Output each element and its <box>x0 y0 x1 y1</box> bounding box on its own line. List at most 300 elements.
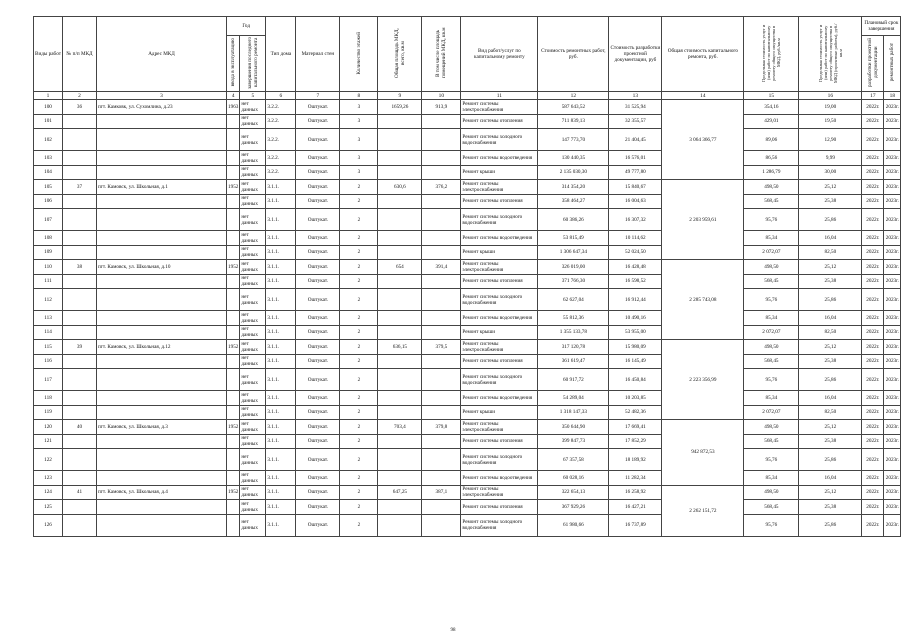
column-number: 4 <box>227 92 240 100</box>
cell-year-commission <box>227 194 240 209</box>
cell-plan-design: 2022г. <box>862 434 884 449</box>
cell-floors: 2 <box>340 274 378 289</box>
cell-floors: 2 <box>340 500 378 515</box>
column-number: 7 <box>296 92 340 100</box>
cell-cost-repair: 317 120,78 <box>538 340 609 355</box>
cell-limit-cost: 498,50 <box>744 420 799 435</box>
cell-cost-repair: 1 355 133,78 <box>538 325 609 340</box>
cell-living-area <box>422 245 461 260</box>
cell-num <box>63 354 97 369</box>
header-work-type: Вид работ/услуг по капитальному ремонту <box>461 17 538 92</box>
cell-year-last-repair: нет данных <box>240 231 266 246</box>
cell-cost-repair: 147 773,70 <box>538 129 609 151</box>
cell-cost-repair: 55 812,36 <box>538 311 609 326</box>
cell-cost-repair: 61 980,66 <box>538 514 609 536</box>
cell-vid: 102 <box>34 129 63 151</box>
cell-total-area <box>378 209 422 231</box>
cell-work-type: Ремонт крыши <box>461 405 538 420</box>
cell-house-type: 3.2.2. <box>266 165 296 180</box>
cell-address: пгт. Камовск, ул. Школьная, д.3 <box>97 420 227 435</box>
cell-living-area: 913,9 <box>422 100 461 115</box>
cell-floors: 2 <box>340 245 378 260</box>
cell-house-type: 3.1.1. <box>266 391 296 406</box>
cell-num: 39 <box>63 340 97 355</box>
cell-floors: 2 <box>340 289 378 311</box>
cell-living-area <box>422 114 461 129</box>
cell-limit-cost: 568,45 <box>744 274 799 289</box>
cell-cost-design: 17 669,41 <box>609 420 662 435</box>
cell-living-area <box>422 471 461 486</box>
cell-plan-design: 2022г. <box>862 311 884 326</box>
cell-year-commission <box>227 514 240 536</box>
cell-address <box>97 209 227 231</box>
cell-walls: Оштукат. <box>296 114 340 129</box>
cell-address <box>97 471 227 486</box>
cell-plan-design: 2022г. <box>862 209 884 231</box>
cell-cost-total: 3 064 366,77 <box>662 100 744 180</box>
header-vid: Виды работ <box>34 17 63 92</box>
cell-limit-design: 16,04 <box>799 471 862 486</box>
cell-year-last-repair: нет данных <box>240 114 266 129</box>
cell-plan-repair: 2023г. <box>884 420 901 435</box>
cell-house-type: 3.1.1. <box>266 325 296 340</box>
cell-year-commission <box>227 289 240 311</box>
cell-cost-design: 16 428,48 <box>609 260 662 275</box>
cell-living-area: 376,2 <box>422 180 461 195</box>
cell-year-last-repair: нет данных <box>240 129 266 151</box>
cell-work-type: Ремонт системы водоотведения <box>461 231 538 246</box>
cell-total-area <box>378 405 422 420</box>
cell-limit-cost: 95,76 <box>744 369 799 391</box>
cell-year-commission <box>227 245 240 260</box>
cell-work-type: Ремонт системы отопления <box>461 114 538 129</box>
cell-walls: Оштукат. <box>296 129 340 151</box>
cell-limit-design: 12,90 <box>799 129 862 151</box>
table-row <box>34 231 901 246</box>
cell-plan-repair: 2023г. <box>884 354 901 369</box>
cell-cost-repair: 60 386,26 <box>538 209 609 231</box>
table-row <box>34 100 901 115</box>
cell-total-area <box>378 514 422 536</box>
cell-num: 37 <box>63 180 97 195</box>
cell-year-last-repair: нет данных <box>240 391 266 406</box>
cell-work-type: Ремонт системы отопления <box>461 194 538 209</box>
cell-limit-design: 25,38 <box>799 434 862 449</box>
cell-floors: 2 <box>340 449 378 471</box>
cell-work-type: Ремонт системы электроснабжения <box>461 340 538 355</box>
column-number-row <box>34 92 901 100</box>
cell-address <box>97 194 227 209</box>
cell-walls: Оштукат. <box>296 471 340 486</box>
cell-cost-repair: 326 019,00 <box>538 260 609 275</box>
table-row <box>34 514 901 536</box>
cell-plan-repair: 2023г. <box>884 245 901 260</box>
cell-walls: Оштукат. <box>296 434 340 449</box>
cell-cost-design: 16 737,89 <box>609 514 662 536</box>
cell-vid: 106 <box>34 194 63 209</box>
cell-plan-repair: 2023г. <box>884 114 901 129</box>
header-limit-cost: Предельная стоимость услуг и (или) работ по капитальному ремонту общего имущества в МКД, руб./кв.м <box>744 17 799 92</box>
cell-year-last-repair: нет данных <box>240 289 266 311</box>
cell-plan-repair: 2023г. <box>884 289 901 311</box>
cell-cost-design: 16 307,32 <box>609 209 662 231</box>
cell-vid: 111 <box>34 274 63 289</box>
cell-limit-cost: 568,45 <box>744 500 799 515</box>
cell-walls: Оштукат. <box>296 100 340 115</box>
cell-year-last-repair: нет данных <box>240 485 266 500</box>
cell-plan-design: 2022г. <box>862 485 884 500</box>
cell-limit-design: 30,00 <box>799 165 862 180</box>
cell-living-area <box>422 391 461 406</box>
cell-house-type: 3.2.2. <box>266 114 296 129</box>
cell-house-type: 3.1.1. <box>266 260 296 275</box>
cell-limit-design: 25,38 <box>799 194 862 209</box>
cell-work-type: Ремонт системы холодного водоснабжения <box>461 209 538 231</box>
cell-plan-design: 2022г. <box>862 194 884 209</box>
cell-plan-design: 2022г. <box>862 405 884 420</box>
cell-work-type: Ремонт системы отопления <box>461 500 538 515</box>
cell-year-commission: 1952 <box>227 180 240 195</box>
cell-total-area <box>378 449 422 471</box>
cell-cost-design: 16 576,01 <box>609 151 662 166</box>
cell-vid: 123 <box>34 471 63 486</box>
cell-walls: Оштукат. <box>296 274 340 289</box>
cell-cost-design: 16 427,21 <box>609 500 662 515</box>
cell-address <box>97 231 227 246</box>
cell-year-last-repair: нет данных <box>240 209 266 231</box>
cell-plan-repair: 2023г. <box>884 180 901 195</box>
cell-walls: Оштукат. <box>296 151 340 166</box>
cell-address: пгт. Камовск, ул. Школьная, д.12 <box>97 340 227 355</box>
cell-limit-design: 82,50 <box>799 405 862 420</box>
cell-vid: 121 <box>34 434 63 449</box>
cell-cost-design: 52 024,50 <box>609 245 662 260</box>
cell-address <box>97 434 227 449</box>
cell-total-area <box>378 114 422 129</box>
cell-living-area <box>422 209 461 231</box>
cell-house-type: 3.1.1. <box>266 289 296 311</box>
header-cost-repair: Стоимость ремонтных работ, руб. <box>538 17 609 92</box>
cell-floors: 2 <box>340 311 378 326</box>
cell-plan-design: 2022г. <box>862 100 884 115</box>
cell-house-type: 3.1.1. <box>266 245 296 260</box>
cell-walls: Оштукат. <box>296 325 340 340</box>
cell-year-commission <box>227 274 240 289</box>
header-cost-design: Стоимость разработки проектной документации, руб <box>609 17 662 92</box>
cell-limit-design: 25,38 <box>799 354 862 369</box>
cell-floors: 2 <box>340 354 378 369</box>
cell-house-type: 3.1.1. <box>266 274 296 289</box>
cell-total-area: 1659,26 <box>378 100 422 115</box>
cell-floors: 3 <box>340 165 378 180</box>
cell-address <box>97 369 227 391</box>
cell-work-type: Ремонт системы холодного водоснабжения <box>461 129 538 151</box>
cell-num <box>63 289 97 311</box>
cell-plan-repair: 2023г. <box>884 391 901 406</box>
table-row <box>34 260 901 275</box>
cell-house-type: 3.1.1. <box>266 449 296 471</box>
cell-num <box>63 194 97 209</box>
table-row <box>34 129 901 151</box>
column-number: 15 <box>744 92 799 100</box>
cell-limit-cost: 2 072,07 <box>744 325 799 340</box>
cell-floors: 2 <box>340 471 378 486</box>
column-number: 5 <box>240 92 266 100</box>
cell-limit-cost: 85,34 <box>744 391 799 406</box>
cell-plan-repair: 2023г. <box>884 340 901 355</box>
cell-year-commission <box>227 449 240 471</box>
cell-plan-repair: 2023г. <box>884 129 901 151</box>
cell-living-area <box>422 165 461 180</box>
cell-vid: 107 <box>34 209 63 231</box>
table-row <box>34 165 901 180</box>
cell-num <box>63 500 97 515</box>
cell-cost-repair: 314 354,20 <box>538 180 609 195</box>
cell-vid: 125 <box>34 500 63 515</box>
cell-plan-design: 2022г. <box>862 391 884 406</box>
cell-year-commission <box>227 209 240 231</box>
table-row <box>34 274 901 289</box>
cell-year-commission <box>227 151 240 166</box>
table-row <box>34 354 901 369</box>
cell-year-commission <box>227 129 240 151</box>
cell-cost-total: 2 262 151,72 <box>662 485 744 536</box>
cell-cost-design: 10 114,62 <box>609 231 662 246</box>
cell-work-type: Ремонт системы электроснабжения <box>461 260 538 275</box>
cell-house-type: 3.2.2. <box>266 151 296 166</box>
cell-year-last-repair: нет данных <box>240 180 266 195</box>
cell-cost-design: 16 598,52 <box>609 274 662 289</box>
column-number: 12 <box>538 92 609 100</box>
column-number: 1 <box>34 92 63 100</box>
cell-cost-repair: 53 815,49 <box>538 231 609 246</box>
cell-limit-cost: 95,76 <box>744 289 799 311</box>
cell-cost-design: 11 282,34 <box>609 471 662 486</box>
header-cost-total: Общая стоимость капитального ремонта, руб. <box>662 17 744 92</box>
cell-limit-design: 25,12 <box>799 485 862 500</box>
cell-year-commission <box>227 231 240 246</box>
cell-work-type: Ремонт крыши <box>461 325 538 340</box>
cell-limit-design: 25,86 <box>799 514 862 536</box>
cell-address: пгт. Камовск, ул. Школьная, д.4 <box>97 485 227 500</box>
cell-floors: 2 <box>340 260 378 275</box>
table-row <box>34 209 901 231</box>
cell-total-area <box>378 325 422 340</box>
header-year: Год <box>227 17 266 36</box>
cell-num <box>63 391 97 406</box>
cell-limit-cost: 429,01 <box>744 114 799 129</box>
cell-plan-repair: 2023г. <box>884 485 901 500</box>
cell-plan-repair: 2023г. <box>884 405 901 420</box>
cell-year-last-repair: нет данных <box>240 434 266 449</box>
cell-year-commission <box>227 369 240 391</box>
cell-work-type: Ремонт системы электроснабжения <box>461 485 538 500</box>
cell-address: пгт. Камовск, ул. Школьная, д.1 <box>97 180 227 195</box>
cell-limit-design: 25,12 <box>799 420 862 435</box>
cell-limit-design: 16,04 <box>799 391 862 406</box>
cell-plan-repair: 2023г. <box>884 209 901 231</box>
cell-year-commission: 1963 <box>227 100 240 115</box>
cell-work-type: Ремонт крыши <box>461 165 538 180</box>
cell-walls: Оштукат. <box>296 405 340 420</box>
cell-living-area <box>422 325 461 340</box>
cell-vid: 112 <box>34 289 63 311</box>
column-number: 3 <box>97 92 227 100</box>
cell-year-last-repair: нет данных <box>240 354 266 369</box>
cell-limit-cost: 85,34 <box>744 231 799 246</box>
cell-floors: 2 <box>340 391 378 406</box>
cell-year-commission <box>227 165 240 180</box>
cell-num <box>63 274 97 289</box>
cell-living-area <box>422 274 461 289</box>
cell-work-type: Ремонт системы холодного водоснабжения <box>461 514 538 536</box>
cell-living-area: 379,5 <box>422 340 461 355</box>
cell-cost-repair: 130 440,35 <box>538 151 609 166</box>
cell-num <box>63 325 97 340</box>
cell-plan-design: 2022г. <box>862 245 884 260</box>
cell-total-area <box>378 274 422 289</box>
cell-walls: Оштукат. <box>296 514 340 536</box>
cell-total-area <box>378 151 422 166</box>
cell-limit-design: 82,50 <box>799 325 862 340</box>
table-row <box>34 500 901 515</box>
cell-walls: Оштукат. <box>296 391 340 406</box>
cell-limit-cost: 86,56 <box>744 151 799 166</box>
cell-living-area <box>422 289 461 311</box>
cell-address <box>97 311 227 326</box>
cell-work-type: Ремонт системы отопления <box>461 354 538 369</box>
cell-plan-design: 2022г. <box>862 180 884 195</box>
cell-living-area <box>422 151 461 166</box>
table-row <box>34 405 901 420</box>
cell-num <box>63 245 97 260</box>
cell-house-type: 3.1.1. <box>266 405 296 420</box>
cell-floors: 2 <box>340 434 378 449</box>
cell-walls: Оштукат. <box>296 485 340 500</box>
cell-walls: Оштукат. <box>296 369 340 391</box>
cell-walls: Оштукат. <box>296 340 340 355</box>
cell-num <box>63 209 97 231</box>
cell-house-type: 3.1.1. <box>266 500 296 515</box>
cell-limit-cost: 2 072,07 <box>744 245 799 260</box>
cell-work-type: Ремонт системы водоотведения <box>461 391 538 406</box>
cell-floors: 2 <box>340 180 378 195</box>
cell-plan-repair: 2023г. <box>884 434 901 449</box>
cell-num <box>63 449 97 471</box>
header-limit-design: Предельная стоимость услуг и (или) работ по капитальному ремонту общего имущества в МКД (проектные работы), руб./кв.м <box>799 17 862 92</box>
cell-limit-cost: 498,50 <box>744 340 799 355</box>
cell-vid: 117 <box>34 369 63 391</box>
cell-address <box>97 151 227 166</box>
cell-living-area <box>422 129 461 151</box>
cell-total-area: 647,25 <box>378 485 422 500</box>
header-plan-repair: ремонтных работ <box>884 36 901 92</box>
table-row <box>34 114 901 129</box>
cell-plan-repair: 2023г. <box>884 274 901 289</box>
cell-work-type: Ремонт системы отопления <box>461 274 538 289</box>
cell-total-area <box>378 245 422 260</box>
cell-limit-cost: 498,50 <box>744 180 799 195</box>
table-row <box>34 434 901 449</box>
cell-total-area <box>378 369 422 391</box>
cell-limit-cost: 95,76 <box>744 209 799 231</box>
cell-vid: 104 <box>34 165 63 180</box>
column-number: 2 <box>63 92 97 100</box>
cell-vid: 122 <box>34 449 63 471</box>
cell-vid: 108 <box>34 231 63 246</box>
table-row <box>34 180 901 195</box>
cell-cost-design: 32 355,57 <box>609 114 662 129</box>
cell-floors: 2 <box>340 325 378 340</box>
cell-address <box>97 245 227 260</box>
cell-plan-design: 2022г. <box>862 231 884 246</box>
cell-limit-cost: 95,76 <box>744 449 799 471</box>
cell-vid: 126 <box>34 514 63 536</box>
cell-vid: 109 <box>34 245 63 260</box>
cell-plan-design: 2022г. <box>862 129 884 151</box>
table-row <box>34 485 901 500</box>
cell-limit-design: 9,99 <box>799 151 862 166</box>
cell-house-type: 3.1.1. <box>266 369 296 391</box>
cell-work-type: Ремонт системы отопления <box>461 434 538 449</box>
cell-limit-design: 16,04 <box>799 311 862 326</box>
cell-house-type: 3.1.1. <box>266 194 296 209</box>
table-row <box>34 449 901 471</box>
cell-limit-design: 25,86 <box>799 209 862 231</box>
cell-vid: 113 <box>34 311 63 326</box>
cell-total-area <box>378 471 422 486</box>
cell-year-commission: 1952 <box>227 340 240 355</box>
cell-year-last-repair: нет данных <box>240 514 266 536</box>
cell-walls: Оштукат. <box>296 231 340 246</box>
cell-address <box>97 325 227 340</box>
cell-num <box>63 514 97 536</box>
cell-year-last-repair: нет данных <box>240 369 266 391</box>
cell-cost-design: 16 145,49 <box>609 354 662 369</box>
column-number: 13 <box>609 92 662 100</box>
cell-plan-design: 2022г. <box>862 151 884 166</box>
cell-floors: 3 <box>340 129 378 151</box>
cell-total-area <box>378 434 422 449</box>
cell-num <box>63 405 97 420</box>
cell-cost-design: 21 404,45 <box>609 129 662 151</box>
cell-walls: Оштукат. <box>296 245 340 260</box>
cell-address <box>97 449 227 471</box>
cell-cost-repair: 367 929,26 <box>538 500 609 515</box>
cell-cost-design: 15 840,67 <box>609 180 662 195</box>
cell-num <box>63 434 97 449</box>
cell-year-last-repair: нет данных <box>240 325 266 340</box>
cell-year-commission <box>227 471 240 486</box>
cell-limit-design: 25,12 <box>799 180 862 195</box>
cell-year-commission <box>227 114 240 129</box>
cell-limit-cost: 95,76 <box>744 514 799 536</box>
cell-floors: 2 <box>340 485 378 500</box>
cell-year-last-repair: нет данных <box>240 500 266 515</box>
header-living-area: В том числе площадь помещений МКД, кв.м <box>422 17 461 92</box>
cell-year-last-repair: нет данных <box>240 194 266 209</box>
cell-house-type: 3.1.1. <box>266 420 296 435</box>
cell-plan-repair: 2023г. <box>884 165 901 180</box>
cell-limit-cost: 85,34 <box>744 311 799 326</box>
cell-house-type: 3.1.1. <box>266 231 296 246</box>
cell-year-commission <box>227 434 240 449</box>
column-number: 14 <box>662 92 744 100</box>
cell-work-type: Ремонт системы холодного водоснабжения <box>461 369 538 391</box>
cell-vid: 100 <box>34 100 63 115</box>
cell-living-area: 387,1 <box>422 485 461 500</box>
cell-total-area <box>378 289 422 311</box>
